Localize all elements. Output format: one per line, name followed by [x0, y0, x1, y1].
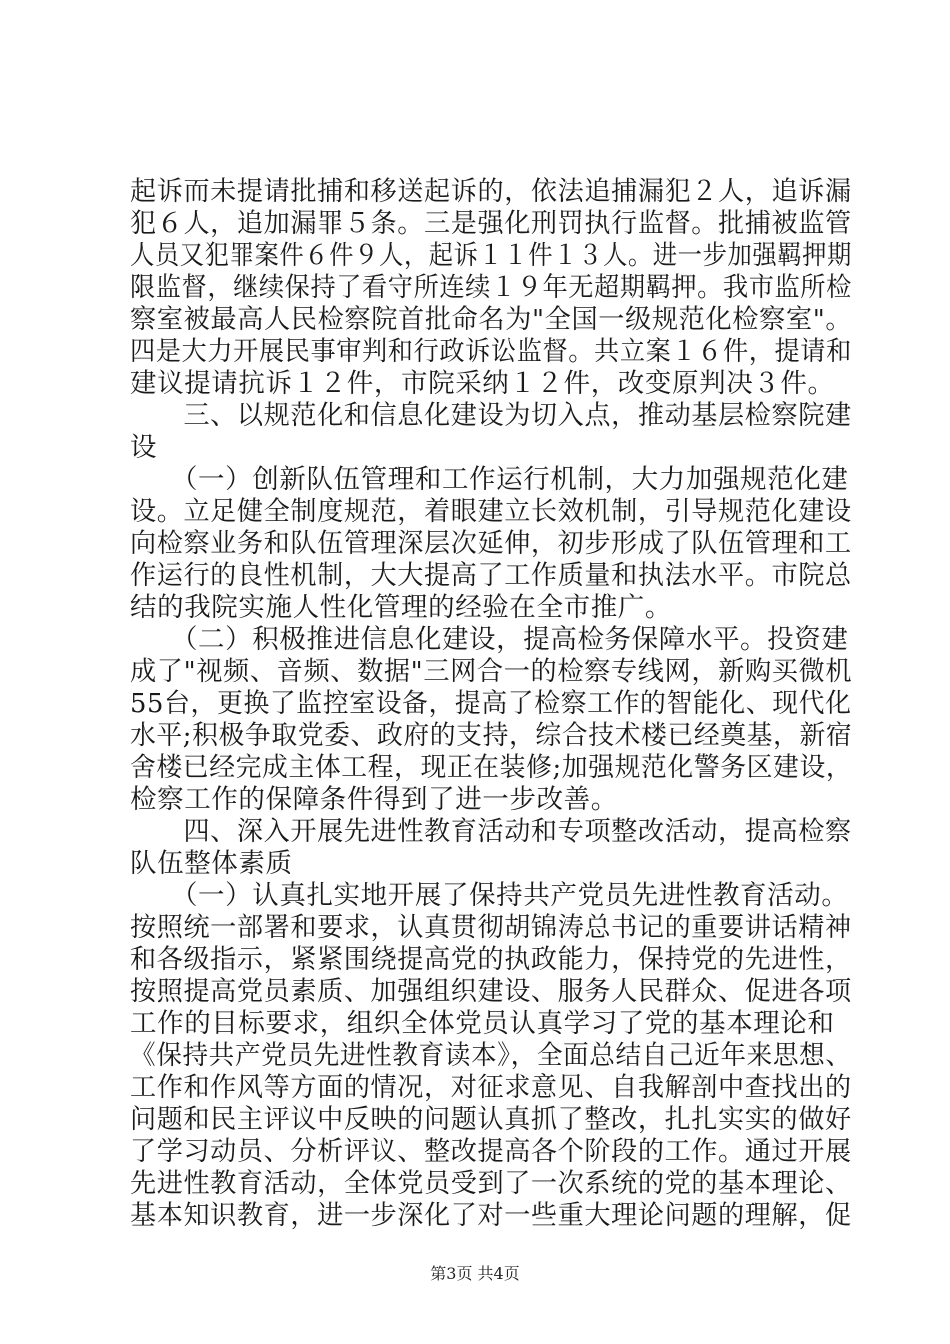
- page-footer: 第3页 共4页: [430, 1264, 520, 1283]
- text-line: 《保持共产党员先进性教育读本》，全面总结自己近年来思想、: [130, 1040, 852, 1071]
- text-line: 作运行的良性机制，大大提高了工作质量和执法水平。市院总: [130, 560, 852, 591]
- text-line: （二）积极推进信息化建设，提高检务保障水平。投资建: [130, 624, 849, 655]
- text-line: 问题和民主评议中反映的问题认真抓了整改，扎扎实实的做好: [130, 1104, 852, 1135]
- text-line: 工作和作风等方面的情况，对征求意见、自我解剖中查找出的: [130, 1072, 852, 1103]
- text-line: （一）认真扎实地开展了保持共产党员先进性教育活动。: [130, 880, 849, 911]
- text-line: （一）创新队伍管理和工作运行机制，大力加强规范化建: [130, 464, 849, 495]
- text-line: 向检察业务和队伍管理深层次延伸，初步形成了队伍管理和工: [130, 528, 852, 559]
- text-line: 先进性教育活动，全体党员受到了一次系统的党的基本理论、: [130, 1168, 852, 1199]
- text-line: 检察工作的保障条件得到了进一步改善。: [130, 784, 618, 815]
- text-line: 队伍整体素质: [130, 848, 293, 879]
- text-line: 四是大力开展民事审判和行政诉讼监督。共立案１６件，提请和: [130, 336, 852, 367]
- text-line: 了学习动员、分析评议、整改提高各个阶段的工作。通过开展: [130, 1136, 852, 1167]
- text-line: 结的我院实施人性化管理的经验在全市推广。: [130, 592, 672, 623]
- text-line: 人员又犯罪案件６件９人，起诉１１件１３人。进一步加强羁押期: [130, 240, 852, 271]
- text-line: 设: [130, 432, 158, 463]
- text-line: 成了"视频、音频、数据"三网合一的检察专线网，新购买微机: [130, 656, 853, 687]
- text-line: 工作的目标要求，组织全体党员认真学习了党的基本理论和: [130, 1008, 835, 1039]
- text-line: 察室被最高人民检察院首批命名为"全国一级规范化检察室"。: [130, 304, 853, 335]
- text-line: 基本知识教育，进一步深化了对一些重大理论问题的理解，促: [130, 1200, 852, 1231]
- text-line: 起诉而未提请批捕和移送起诉的，依法追捕漏犯２人，追诉漏: [130, 176, 852, 207]
- text-line: 按照提高党员素质、加强组织建设、服务人民群众、促进各项: [130, 976, 852, 1007]
- text-line: 三、以规范化和信息化建设为切入点，推动基层检察院建: [130, 400, 852, 431]
- text-line: 设。立足健全制度规范，着眼建立长效机制，引导规范化建设: [130, 496, 852, 527]
- text-line: 水平;积极争取党委、政府的支持，综合技术楼已经奠基，新宿: [130, 720, 853, 751]
- text-line: 55台，更换了监控室设备，提高了检察工作的智能化、现代化: [130, 688, 852, 719]
- text-line: 限监督，继续保持了看守所连续１９年无超期羁押。我市监所检: [130, 272, 852, 303]
- text-line: 建议提请抗诉１２件，市院采纳１２件，改变原判决３件。: [130, 368, 835, 399]
- text-line: 和各级指示，紧紧围绕提高党的执政能力，保持党的先进性，: [130, 944, 852, 975]
- text-line: 犯６人，追加漏罪５条。三是强化刑罚执行监督。批捕被监管: [130, 208, 852, 239]
- text-line: 按照统一部署和要求，认真贯彻胡锦涛总书记的重要讲话精神: [130, 912, 852, 943]
- text-line: 四、深入开展先进性教育活动和专项整改活动，提高检察: [130, 816, 852, 847]
- text-line: 舍楼已经完成主体工程，现正在装修;加强规范化警务区建设，: [130, 752, 853, 783]
